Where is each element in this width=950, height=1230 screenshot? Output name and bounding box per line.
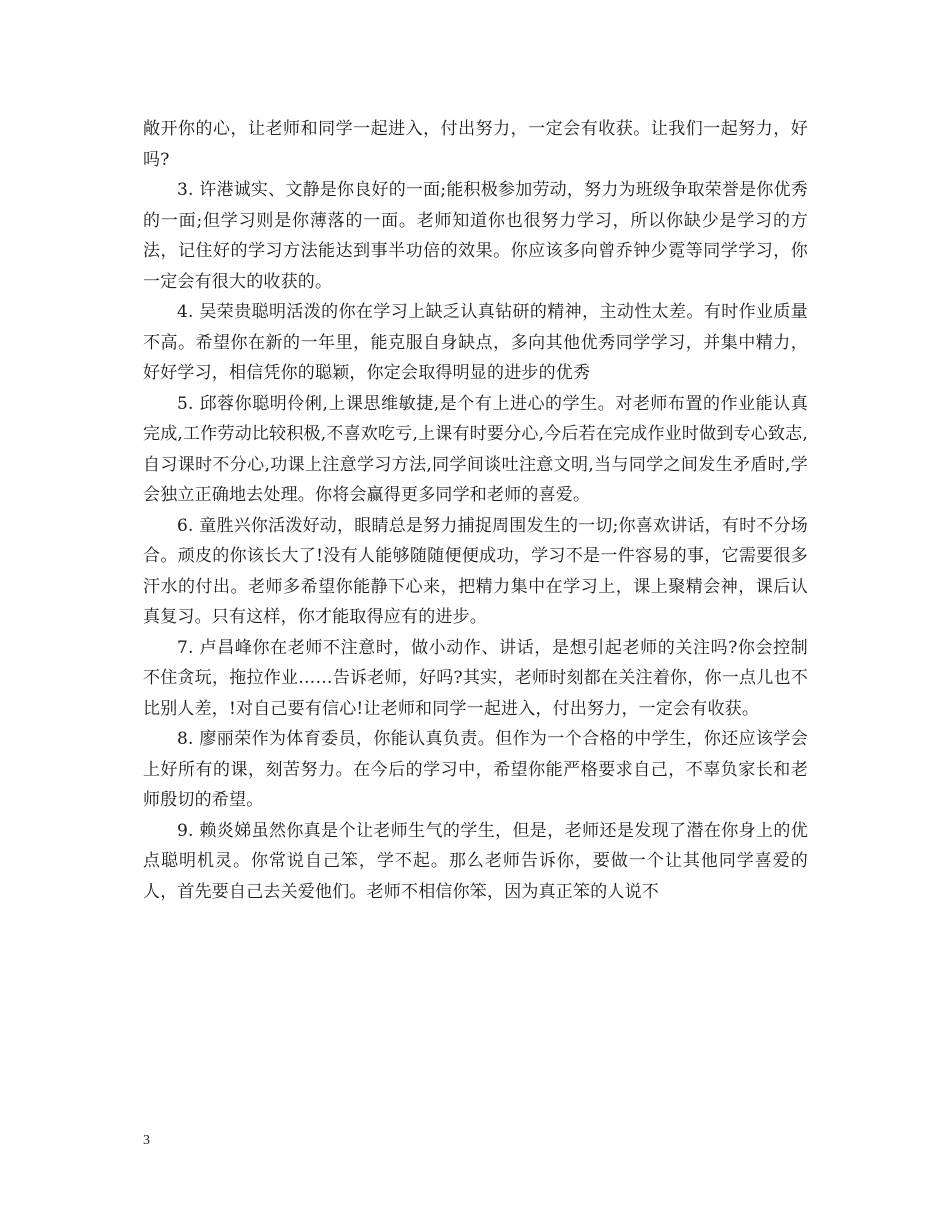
paragraph-item-7: 7. 卢昌峰你在老师不注意时，做小动作、讲话，是想引起老师的关注吗?你会控制不住贪玩，拖拉作业……告诉老师，好吗?其实，老师时刻都在关注着你，你一点儿也不比别人差，!对自己要有信心!让老师和同学一起进入，付出努力，一定会有收获。 bbox=[143, 637, 808, 719]
paragraph-item-4: 4. 吴荣贵聪明活泼的你在学习上缺乏认真钻研的精神，主动性太差。有时作业质量不高。希望你在新的一年里，能克服自身缺点，多向其他优秀同学学习，并集中精力，好好学习，相信凭你的聪颖，你定会取得明显的进步的优秀 bbox=[143, 302, 808, 383]
paragraph-item-8: 8. 廖丽荣作为体育委员，你能认真负责。但作为一个合格的中学生，你还应该学会上好所有的课，刻苦努力。在今后的学习中，希望你能严格要求自己，不辜负家长和老师殷切的希望。 bbox=[143, 729, 808, 810]
paragraph-item-6: 6. 童胜兴你活泼好动，眼睛总是努力捕捉周围发生的一切;你喜欢讲话，有时不分场合。顽皮的你该长大了!没有人能够随随便便成功，学习不是一件容易的事，它需要很多汗水的付出。老师多希望你能静下心来，把精力集中在学习上，课上聚精会神，课后认真复习。只有这样，你才能取得应有的进步。 bbox=[143, 515, 808, 627]
paragraph-continuation: 敞开你的心，让老师和同学一起进入，付出努力，一定会有收获。让我们一起努力，好吗? bbox=[143, 119, 808, 170]
paragraph-item-9: 9. 赖炎娣虽然你真是个让老师生气的学生，但是，老师还是发现了潜在你身上的优点聪明机灵。你常说自己笨，学不起。那么老师告诉你，要做一个让其他同学喜爱的人，首先要自己去关爱他们。老师不相信你笨，因为真正笨的人说不 bbox=[143, 820, 808, 902]
document-body bbox=[143, 114, 808, 907]
paragraph-item-5: 5. 邱蓉你聪明伶俐,上课思维敏捷,是个有上进心的学生。对老师布置的作业能认真完成,工作劳动比较积极,不喜欢吃亏,上课有时要分心,今后若在完成作业时做到专心致志,自习课时不分心,功课上注意学习方法,同学间谈吐注意文明,当与同学之间发生矛盾时,学会独立正确地去处理。你将会赢得更多同学和老师的喜爱。 bbox=[143, 393, 808, 505]
paragraph-item-3: 3. 许港诚实、文静是你良好的一面;能积极参加劳动，努力为班级争取荣誉是你优秀的一面;但学习则是你薄落的一面。老师知道你也很努力学习，所以你缺少是学习的方法，记住好的学习方法能达到事半功倍的效果。你应该多向曾乔钟少霓等同学学习，你一定会有很大的收获的。 bbox=[143, 180, 808, 292]
page-number: 3 bbox=[143, 1133, 150, 1148]
